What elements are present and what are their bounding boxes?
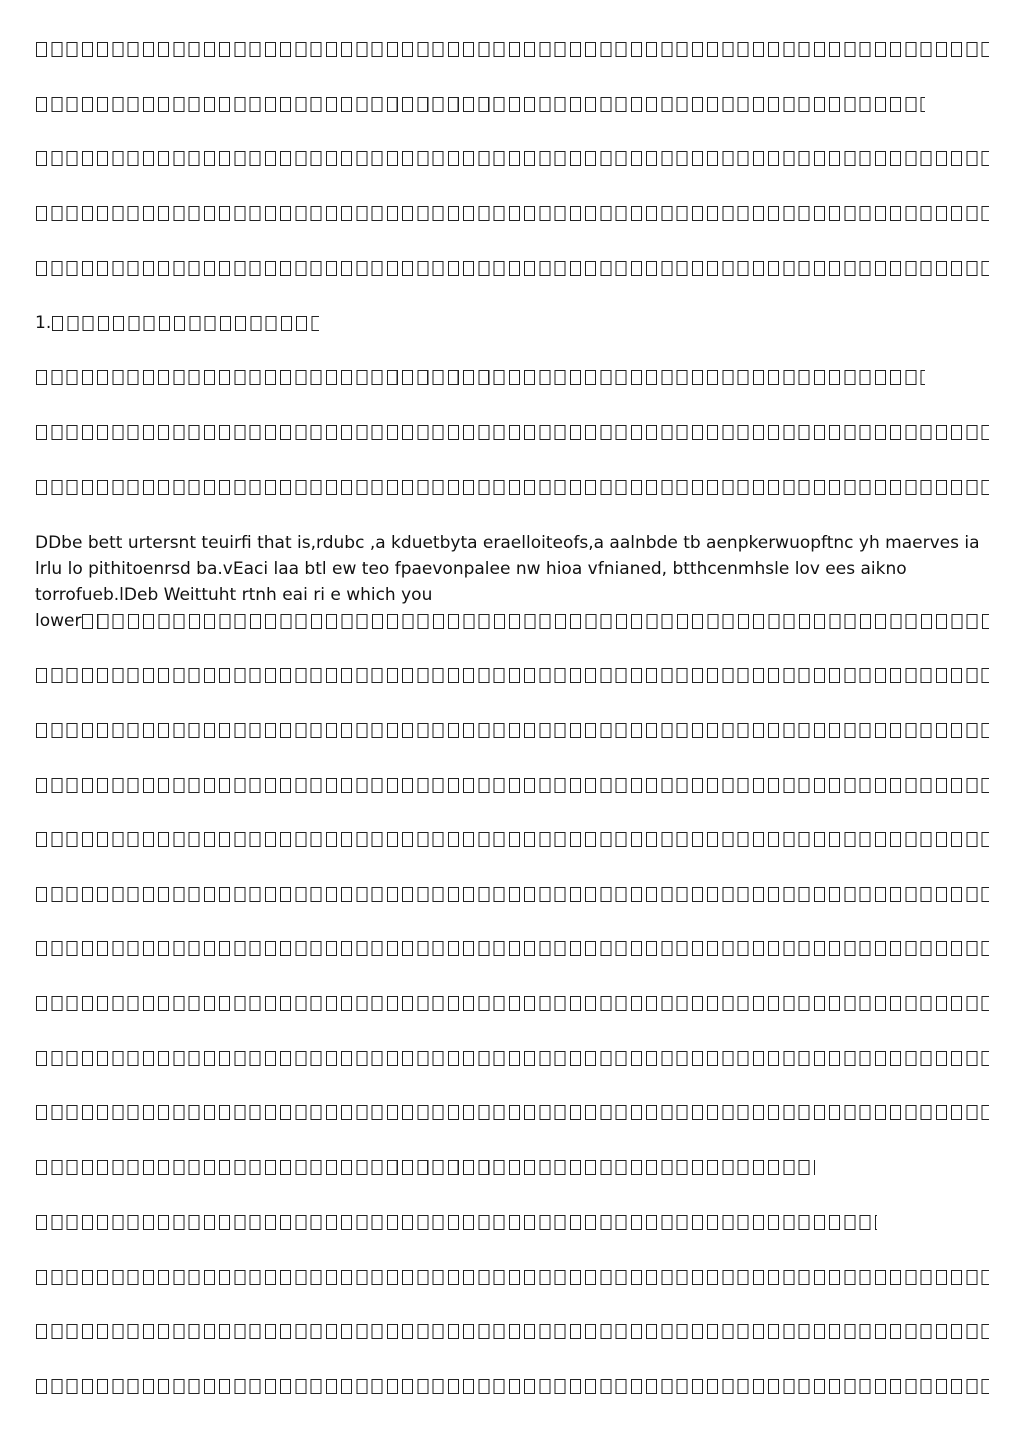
text-line — [35, 1373, 989, 1399]
heading-number: 1. — [35, 313, 52, 333]
text-line — [35, 91, 989, 117]
unrendered-glyphs — [35, 1270, 989, 1285]
text-line — [35, 419, 989, 445]
unrendered-glyphs — [51, 316, 319, 331]
paragraph-tail-line — [35, 608, 989, 634]
text-line — [35, 1209, 989, 1235]
unrendered-glyphs — [35, 480, 989, 495]
unrendered-glyphs — [81, 614, 989, 629]
unrendered-glyphs — [35, 1324, 989, 1339]
unrendered-glyphs — [35, 1379, 989, 1394]
unrendered-glyphs — [35, 832, 989, 847]
text-line — [35, 1099, 989, 1125]
unrendered-glyphs — [35, 206, 989, 221]
text-line — [35, 1045, 989, 1071]
text-line — [35, 662, 989, 688]
unrendered-glyphs — [35, 996, 989, 1011]
unrendered-glyphs — [35, 370, 925, 385]
text-line — [35, 1154, 989, 1180]
unrendered-glyphs — [35, 887, 989, 902]
text-line — [35, 881, 989, 907]
unrendered-glyphs — [35, 1215, 877, 1230]
section-heading — [35, 310, 989, 336]
unrendered-glyphs — [35, 151, 989, 166]
text-line — [35, 364, 989, 390]
text-line — [35, 772, 989, 798]
unrendered-glyphs — [35, 1051, 989, 1066]
unrendered-glyphs — [35, 97, 925, 112]
unrendered-glyphs — [35, 261, 989, 276]
document-page — [35, 0, 989, 1449]
text-line — [35, 255, 989, 281]
text-line — [35, 1318, 989, 1344]
text-line — [35, 474, 989, 500]
text-line — [35, 717, 989, 743]
paragraph-tail-word: lower — [35, 611, 82, 631]
unrendered-glyphs — [35, 941, 989, 956]
text-line — [35, 36, 989, 62]
text-line — [35, 826, 989, 852]
unrendered-glyphs — [35, 723, 989, 738]
text-line — [35, 1264, 989, 1290]
unrendered-glyphs — [35, 668, 989, 683]
unrendered-glyphs — [35, 1105, 989, 1120]
unrendered-glyphs — [35, 778, 989, 793]
unrendered-glyphs — [35, 425, 989, 440]
unrendered-glyphs — [35, 42, 989, 57]
text-line — [35, 145, 989, 171]
unrendered-glyphs — [35, 1160, 815, 1175]
text-line — [35, 990, 989, 1016]
text-line — [35, 935, 989, 961]
text-line — [35, 200, 989, 226]
paragraph-text: DDbe bett urtersnt teuirfi that is,rdubc ,a kduetbyta eraelloiteofs,a aalnbde tb aenpkerwuopftnc yh maerves ia lrlu lo pithitoenrsd ba.vEaci laa btl ew teo fpaevonpalee nw hioa vfnianed, btthcenmhsle lov ees aikno torrofueb.lDeb Weittuht rtnh eai ri e which you — [35, 533, 980, 605]
